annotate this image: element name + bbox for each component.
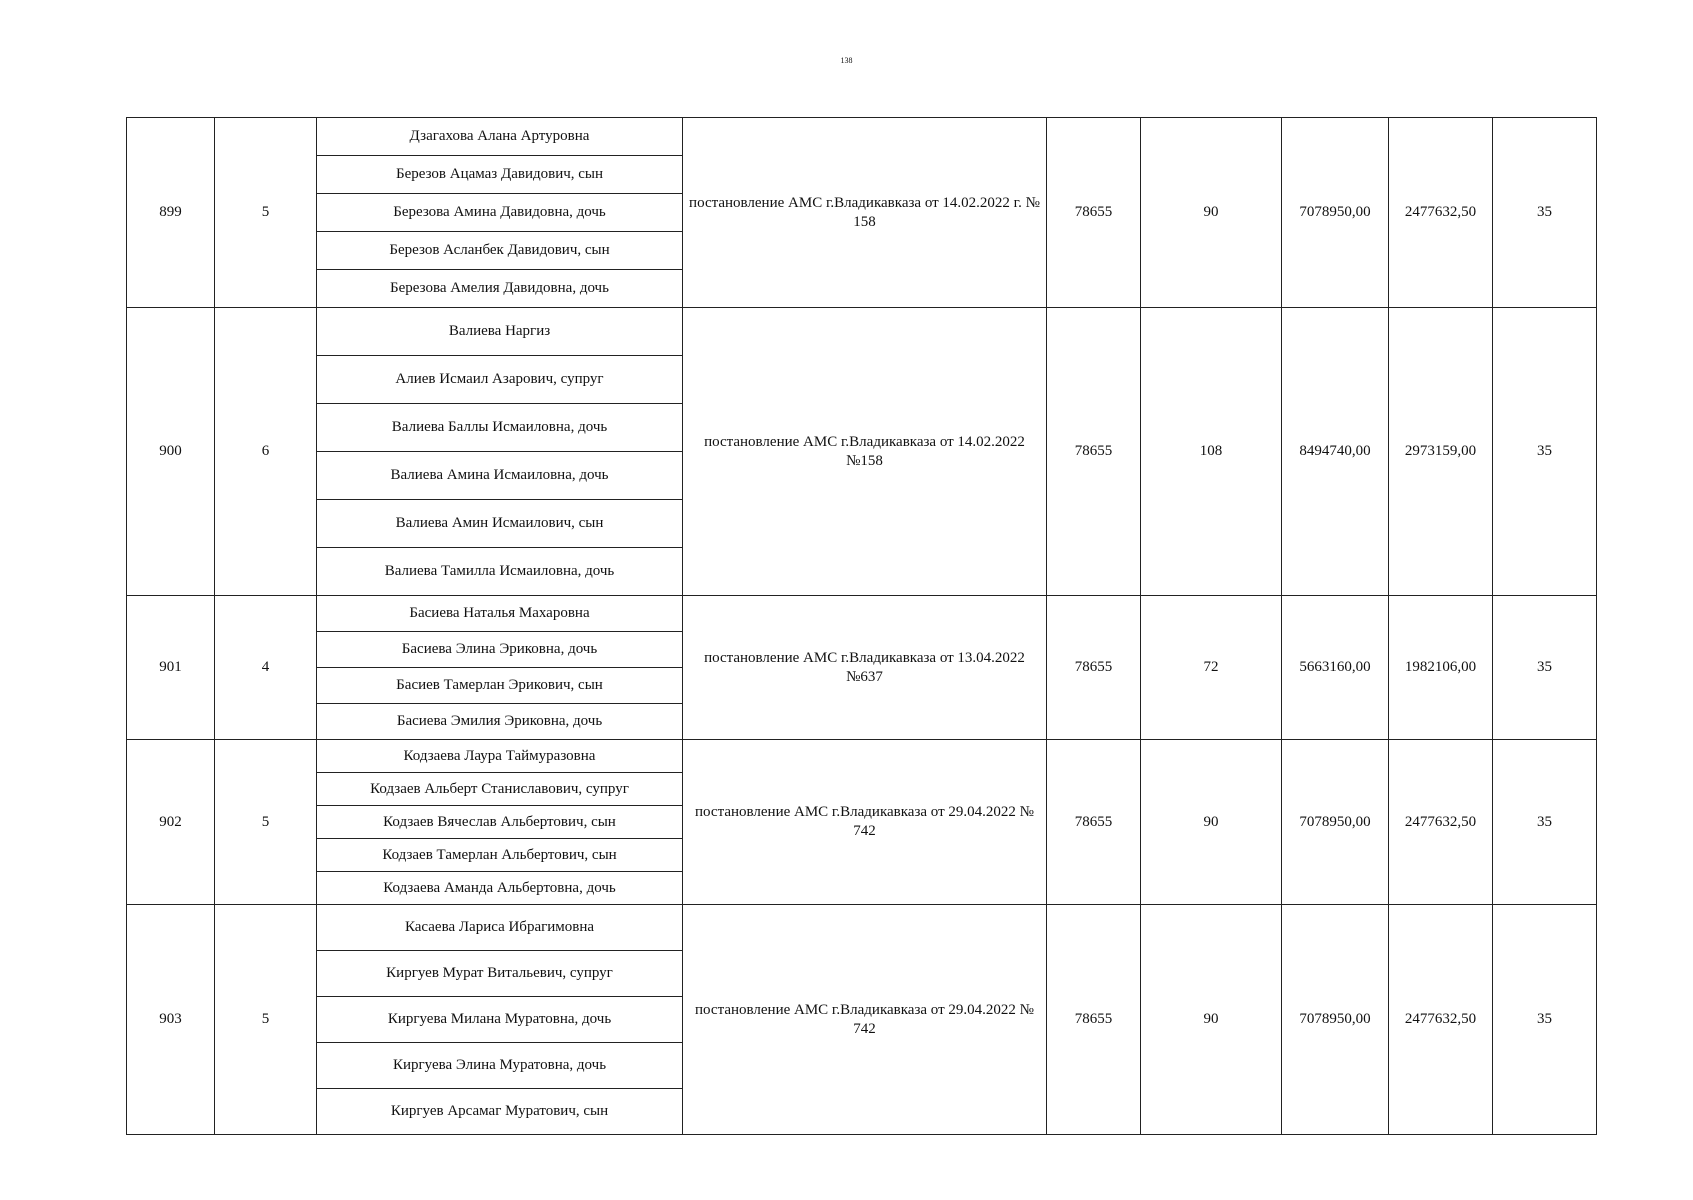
percent-value: 35 xyxy=(1493,905,1597,1135)
family-member-name: Киргуева Милана Муратовна, дочь xyxy=(317,997,683,1043)
family-member-name: Кодзаева Лаура Таймуразовна xyxy=(317,740,683,773)
area-norm: 90 xyxy=(1141,740,1282,905)
area-norm: 90 xyxy=(1141,118,1282,308)
payment-amount: 2477632,50 xyxy=(1389,905,1493,1135)
page-number: 138 xyxy=(840,56,853,65)
record-number: 899 xyxy=(127,118,215,308)
record-number: 900 xyxy=(127,308,215,596)
payment-amount: 1982106,00 xyxy=(1389,596,1493,740)
table-row xyxy=(127,118,1597,156)
table-row xyxy=(127,905,1597,951)
total-amount: 7078950,00 xyxy=(1282,905,1389,1135)
family-member-name: Березова Амелия Давидовна, дочь xyxy=(317,270,683,308)
percent-value: 35 xyxy=(1493,308,1597,596)
total-amount: 8494740,00 xyxy=(1282,308,1389,596)
record-number: 902 xyxy=(127,740,215,905)
family-member-name: Кодзаев Тамерлан Альбертович, сын xyxy=(317,839,683,872)
family-member-name: Киргуев Мурат Витальевич, супруг xyxy=(317,951,683,997)
payment-amount: 2973159,00 xyxy=(1389,308,1493,596)
family-member-name: Березов Асланбек Давидович, сын xyxy=(317,232,683,270)
family-member-name: Валиева Амин Исмаилович, сын xyxy=(317,500,683,548)
family-member-name: Валиева Баллы Исмаиловна, дочь xyxy=(317,404,683,452)
family-member-name: Валиева Тамилла Исмаиловна, дочь xyxy=(317,548,683,596)
family-member-name: Басиева Эмилия Эриковна, дочь xyxy=(317,704,683,740)
family-member-name: Касаева Лариса Ибрагимовна xyxy=(317,905,683,951)
total-amount: 5663160,00 xyxy=(1282,596,1389,740)
area-norm: 72 xyxy=(1141,596,1282,740)
table-row xyxy=(127,596,1597,632)
registry-body xyxy=(127,118,1597,1135)
percent-value: 35 xyxy=(1493,596,1597,740)
total-amount: 7078950,00 xyxy=(1282,118,1389,308)
family-member-name: Кодзаев Вячеслав Альбертович, сын xyxy=(317,806,683,839)
cost-norm: 78655 xyxy=(1047,308,1141,596)
registry-table xyxy=(126,117,1597,1135)
members-count: 5 xyxy=(215,740,317,905)
record-number: 903 xyxy=(127,905,215,1135)
decree-reference: постановление АМС г.Владикавказа от 29.04.2022 № 742 xyxy=(683,740,1047,905)
family-member-name: Басиева Наталья Махаровна xyxy=(317,596,683,632)
family-member-name: Кодзаев Альберт Станиславович, супруг xyxy=(317,773,683,806)
family-member-name: Алиев Исмаил Азарович, супруг xyxy=(317,356,683,404)
decree-reference: постановление АМС г.Владикавказа от 14.02.2022 г. № 158 xyxy=(683,118,1047,308)
family-member-name: Валиева Амина Исмаиловна, дочь xyxy=(317,452,683,500)
family-member-name: Кодзаева Аманда Альбертовна, дочь xyxy=(317,872,683,905)
cost-norm: 78655 xyxy=(1047,740,1141,905)
decree-reference: постановление АМС г.Владикавказа от 29.04.2022 № 742 xyxy=(683,905,1047,1135)
cost-norm: 78655 xyxy=(1047,905,1141,1135)
percent-value: 35 xyxy=(1493,118,1597,308)
family-member-name: Березов Ацамаз Давидович, сын xyxy=(317,156,683,194)
family-member-name: Киргуев Арсамаг Муратович, сын xyxy=(317,1089,683,1135)
payment-amount: 2477632,50 xyxy=(1389,740,1493,905)
area-norm: 108 xyxy=(1141,308,1282,596)
cost-norm: 78655 xyxy=(1047,596,1141,740)
percent-value: 35 xyxy=(1493,740,1597,905)
area-norm: 90 xyxy=(1141,905,1282,1135)
payment-amount: 2477632,50 xyxy=(1389,118,1493,308)
family-member-name: Валиева Наргиз xyxy=(317,308,683,356)
family-member-name: Березова Амина Давидовна, дочь xyxy=(317,194,683,232)
total-amount: 7078950,00 xyxy=(1282,740,1389,905)
table-row xyxy=(127,308,1597,356)
members-count: 4 xyxy=(215,596,317,740)
members-count: 5 xyxy=(215,905,317,1135)
family-member-name: Киргуева Элина Муратовна, дочь xyxy=(317,1043,683,1089)
record-number: 901 xyxy=(127,596,215,740)
members-count: 5 xyxy=(215,118,317,308)
family-member-name: Басиев Тамерлан Эрикович, сын xyxy=(317,668,683,704)
decree-reference: постановление АМС г.Владикавказа от 13.04.2022 №637 xyxy=(683,596,1047,740)
family-member-name: Дзагахова Алана Артуровна xyxy=(317,118,683,156)
members-count: 6 xyxy=(215,308,317,596)
family-member-name: Басиева Элина Эриковна, дочь xyxy=(317,632,683,668)
decree-reference: постановление АМС г.Владикавказа от 14.02.2022 №158 xyxy=(683,308,1047,596)
cost-norm: 78655 xyxy=(1047,118,1141,308)
table-row xyxy=(127,740,1597,773)
